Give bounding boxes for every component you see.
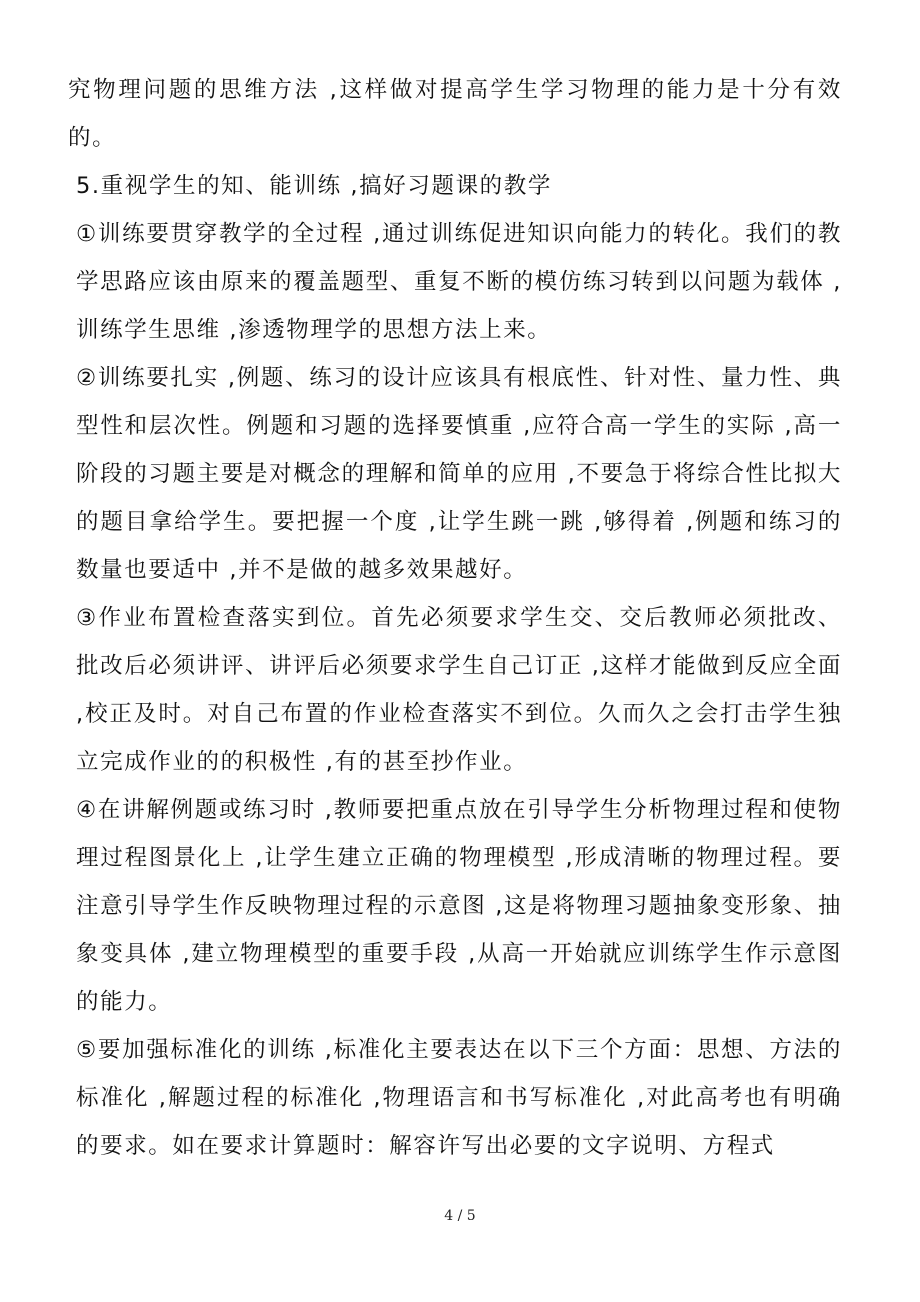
paragraph-item-3: ③作业布置检查落实到位。首先必须要求学生交、交后教师必须批改、批改后必须讲评、讲评后必须要求学生自己订正 ,这样才能做到反应全面 ,校正及时。对自己布置的作业检查落实不到位。久而久之会打击学生独立完成作业的的积极性 ,有的甚至抄作业。 bbox=[76, 605, 842, 775]
section-heading: 5.重视学生的知、能训练 ,搞好习题课的教学 bbox=[76, 173, 552, 199]
paragraph-item-1: ①训练要贯穿教学的全过程 ,通过训练促进知识向能力的转化。我们的教学思路应该由原来的覆盖题型、重复不断的模仿练习转到以问题为载体 ,训练学生思维 ,渗透物理学的思想方法上来。 bbox=[76, 221, 842, 343]
document-body bbox=[68, 66, 842, 1170]
paragraph-continuation: 究物理问题的思维方法 ,这样做对提高学生学习物理的能力是十分有效的。 bbox=[68, 77, 842, 151]
page-number: 4 / 5 bbox=[444, 1208, 476, 1224]
paragraph-item-5: ⑤要加强标准化的训练 ,标准化主要表达在以下三个方面：思想、方法的标准化 ,解题过程的标准化 ,物理语言和书写标准化 ,对此高考也有明确的要求。如在要求计算题时：解容许写出必要的文字说明、方程式 bbox=[76, 1037, 842, 1159]
paragraph-item-2: ②训练要扎实 ,例题、练习的设计应该具有根底性、针对性、量力性、典型性和层次性。例题和习题的选择要慎重 ,应符合高一学生的实际 ,高一阶段的习题主要是对概念的理解和简单的应用 ,不要急于将综合性比拟大的题目拿给学生。要把握一个度 ,让学生跳一跳 ,够得着 ,例题和练习的数量也要适中 ,并不是做的越多效果越好。 bbox=[76, 365, 842, 583]
paragraph-item-4: ④在讲解例题或练习时 ,教师要把重点放在引导学生分析物理过程和使物理过程图景化上 ,让学生建立正确的物理模型 ,形成清晰的物理过程。要注意引导学生作反映物理过程的示意图 ,这是将物理习题抽象变形象、抽象变具体 ,建立物理模型的重要手段 ,从高一开始就应训练学生作示意图的能力。 bbox=[76, 797, 842, 1015]
